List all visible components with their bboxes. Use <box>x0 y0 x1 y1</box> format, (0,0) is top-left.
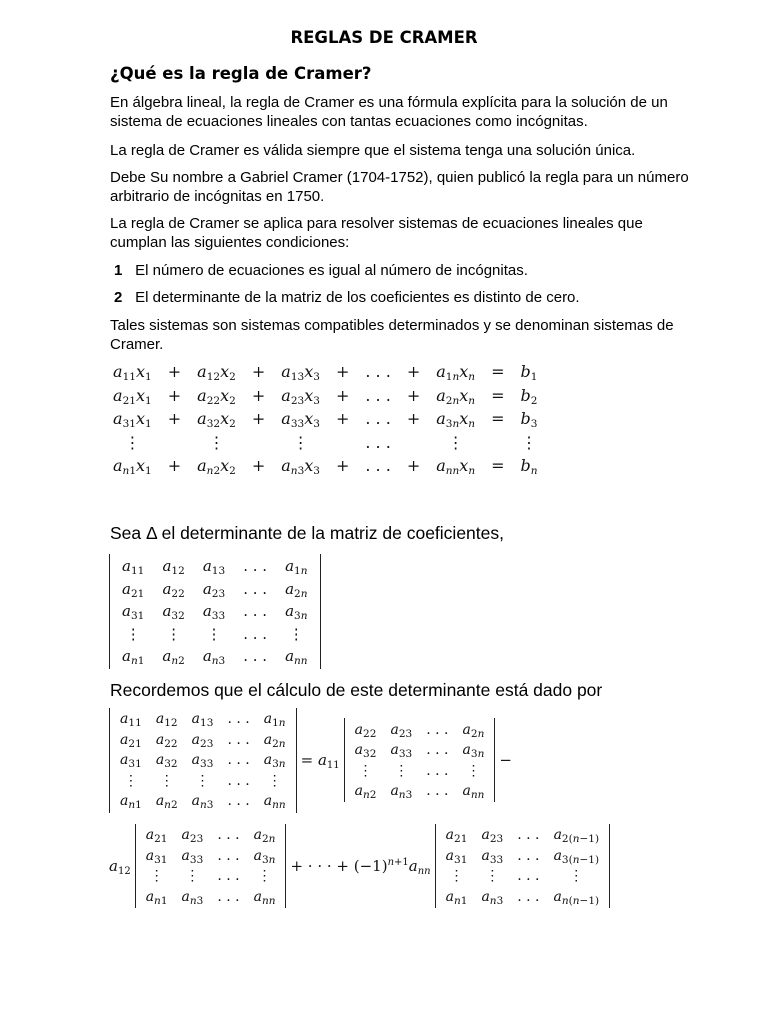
cofactor-expansion-line-2: $a_{12}$ $a_{21}$ $a_{23}$ . . . $a_{2n}$ $a_{31}$ $a_{33}$ . . . $a_{3n}$ ⋮ ⋮ . . . ⋮ $a_{n1}$ $a_{n3}$ . . . $a_{nn}$ + · · · + $(-1)^{n+1}a_{nn}$ $a_{21}$ $a_{23}$ . . . $a_{2(n-1)}$ $a_{31}$ $a_{33}$ . . . $a_{3(n-1)}$ ⋮ ⋮ . . . ⋮ $a_{n1}$ $a_{n3}$ . . . $a_{n(n-1)}$ <box>109 824 610 908</box>
paragraph-definition: En álgebra lineal, la regla de Cramer es una fórmula explícita para la solución de un sistema de ecuaciones lineales con tantas ecuaciones como incógnitas. <box>110 94 668 130</box>
cofactor-expansion-line-1: $a_{11}$ $a_{12}$ $a_{13}$ . . . $a_{1n}$ $a_{21}$ $a_{22}$ $a_{23}$ . . . $a_{2n}$ $a_{31}$ $a_{32}$ $a_{33}$ . . . $a_{3n}$ ⋮ ⋮ ⋮ . . . ⋮ $a_{n1}$ $a_{n2}$ $a_{n3}$ . . . $a_{nn}$ = $a_{11}$ $a_{22}$ $a_{23}$ . . . $a_{2n}$ $a_{32}$ $a_{33}$ . . . $a_{3n}$ ⋮ ⋮ . . . ⋮ $a_{n2}$ $a_{n3}$ . . . $a_{nn}$ − <box>109 708 516 813</box>
paragraph-validity: La regla de Cramer es válida siempre que el sistema tenga una solución única. <box>110 142 636 159</box>
recall-text: Recordemos que el cálculo de este determinante está dado por <box>110 680 603 700</box>
minor-determinant-nn: $a_{21}$ $a_{23}$ . . . $a_{2(n-1)}$ $a_{31}$ $a_{33}$ . . . $a_{3(n-1)}$ ⋮ ⋮ . . . ⋮ $a_{n1}$ $a_{n3}$ . . . $a_{n(n-1)}$ <box>435 824 610 908</box>
minor-determinant-12: $a_{21}$ $a_{23}$ . . . $a_{2n}$ $a_{31}$ $a_{33}$ . . . $a_{3n}$ ⋮ ⋮ . . . ⋮ $a_{n1}$ $a_{n3}$ . . . $a_{nn}$ <box>135 824 287 908</box>
condition-number: 2 <box>114 289 123 306</box>
full-determinant: $a_{11}$ $a_{12}$ $a_{13}$ . . . $a_{1n}$ $a_{21}$ $a_{22}$ $a_{23}$ . . . $a_{2n}$ $a_{31}$ $a_{32}$ $a_{33}$ . . . $a_{3n}$ ⋮ ⋮ ⋮ . . . ⋮ $a_{n1}$ $a_{n2}$ $a_{n3}$ . . . $a_{nn}$ <box>109 708 297 813</box>
delta-intro-text: Sea Δ el determinante de la matriz de coeficientes, <box>110 523 504 543</box>
coefficient-determinant: $a_{11}$ $a_{12}$ $a_{13}$ . . . $a_{1n}$ $a_{21}$ $a_{22}$ $a_{23}$ . . . $a_{2n}$ $a_{31}$ $a_{32}$ $a_{33}$ . . . $a_{3n}$ ⋮ ⋮ ⋮ . . . ⋮ $a_{n1}$ $a_{n2}$ $a_{n3}$ . . . $a_{nn}$ <box>109 554 321 669</box>
minor-determinant-11: $a_{22}$ $a_{23}$ . . . $a_{2n}$ $a_{32}$ $a_{33}$ . . . $a_{3n}$ ⋮ ⋮ . . . ⋮ $a_{n2}$ $a_{n3}$ . . . $a_{nn}$ <box>344 718 496 802</box>
condition-number: 1 <box>114 262 123 279</box>
condition-text: El número de ecuaciones es igual al número de incógnitas. <box>135 262 528 279</box>
paragraph-closing: Tales sistemas son sistemas compatibles determinados y se denominan sistemas de Cramer. <box>110 317 674 353</box>
condition-text: El determinante de la matriz de los coeficientes es distinto de cero. <box>135 289 580 306</box>
equation-system: $a_{11}x_1$ + $a_{12}x_2$ + $a_{13}x_3$ + . . . + $a_{1n}x_n$ = $b_1$ $a_{21}x_1$ + $a_{22}x_2$ + $a_{23}x_3$ + . . . + $a_{2n}x_n$ = $b_2$ $a_{31}x_1$ + $a_{32}x_2$ + $a_{33}x_3$ + . . . + $a_{3n}x_n$ = $b_3$ ⋮ ⋮ ⋮ . . . ⋮ ⋮ $a_{n1}x_1$ + $a_{n2}x_2$ + $a_{n3}x_3$ + . . . + $a_{nn}x_n$ = $b_n$ <box>113 362 538 478</box>
paragraph-conditions-intro: La regla de Cramer se aplica para resolver sistemas de ecuaciones lineales que cumplan las siguientes condiciones: <box>110 215 643 251</box>
condition-item <box>114 261 528 280</box>
paragraph-history: Debe Su nombre a Gabriel Cramer (1704-1752), quien publicó la regla para un número arbitrario de incógnitas en 1750. <box>110 169 689 205</box>
section-heading: ¿Qué es la regla de Cramer? <box>110 64 372 83</box>
document-title: REGLAS DE CRAMER <box>290 28 478 47</box>
condition-item <box>114 288 580 307</box>
